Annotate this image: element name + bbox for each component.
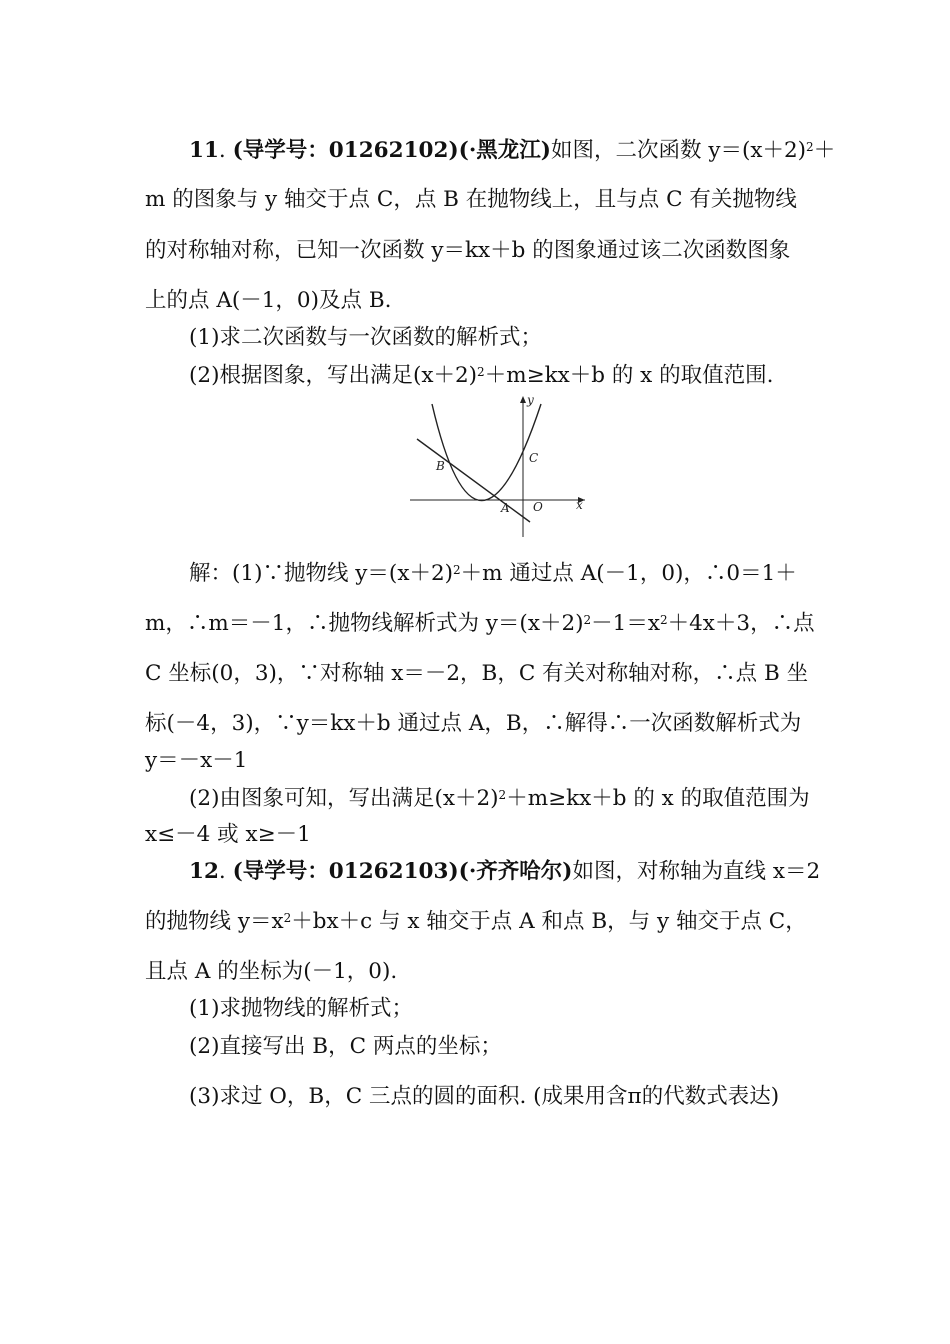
point-c-label: C bbox=[529, 451, 539, 465]
q11-line-3: 的对称轴对称，已知一次函数 y＝kx＋b 的图象通过该二次函数图象 bbox=[145, 238, 791, 263]
q12-line-1: 12. (导学号：01262103)(·齐齐哈尔)如图，对称轴为直线 x＝2 bbox=[189, 859, 821, 884]
q11-tag: (导学号：01262102) bbox=[232, 138, 459, 163]
q11-line-1: 11. (导学号：01262102)(·黑龙江)如图，二次函数 $y=(x+2)^2+$ bbox=[189, 138, 836, 163]
linear-function-line bbox=[417, 439, 530, 522]
solution-line-5: y＝－x－1 bbox=[145, 748, 248, 773]
solution-line-2: m，∴m＝－1，∴抛物线解析式为 $y=(x+2)^2-1=x^2+4x+3$，∴点 bbox=[145, 611, 815, 636]
q11-number: 11 bbox=[189, 138, 219, 163]
solution-part-2-line-2: x≤－4 或 x≥－1 bbox=[145, 822, 311, 847]
solution-line-3: C 坐标(0，3)，∵对称轴 x＝－2，B，C 有关对称轴对称，∴点 B 坐 bbox=[145, 661, 809, 686]
x-axis-label: x bbox=[576, 498, 583, 512]
q12-line-3: 且点 A 的坐标为(－1，0). bbox=[145, 959, 398, 984]
solution-line-4: 标(－4，3)，∵y＝kx＋b 通过点 A，B，∴解得∴一次函数解析式为 bbox=[145, 711, 802, 736]
q12-source: (·齐齐哈尔) bbox=[458, 859, 573, 884]
q11-line-4: 上的点 A(－1，0)及点 B. bbox=[145, 288, 392, 313]
q11-part-2: (2)根据图象，写出满足$(x+2)^2+m\ge kx+b$ 的 x 的取值范围. bbox=[189, 363, 774, 388]
solution-line-1: 解：(1)∵抛物线 $y=(x+2)^2+m$ 通过点 A(－1，0)，∴0＝1＋ bbox=[189, 561, 797, 586]
y-axis-arrow bbox=[520, 396, 526, 403]
origin-label: O bbox=[533, 500, 543, 514]
q11-source: (·黑龙江) bbox=[458, 138, 551, 163]
q12-line-2: 的抛物线 $y=x^2+bx+c$ 与 x 轴交于点 A 和点 B，与 y 轴交于点 C， bbox=[145, 909, 807, 934]
q11-line-2: m 的图象与 y 轴交于点 C，点 B 在抛物线上，且与点 C 有关抛物线 bbox=[145, 187, 797, 212]
parabola-curve bbox=[432, 404, 541, 501]
q12-tag: (导学号：01262103) bbox=[232, 859, 459, 884]
q12-part-3: (3)求过 O，B，C 三点的圆的面积. (成果用含π的代数式表达) bbox=[189, 1084, 780, 1109]
q11-part-1: (1)求二次函数与一次函数的解析式； bbox=[189, 325, 542, 350]
q12-number: 12 bbox=[189, 859, 219, 884]
solution-part-2-line-1: (2)由图象可知，写出满足$(x+2)^2+m\ge kx+b$ 的 x 的取值范围为 bbox=[189, 786, 810, 811]
point-b-label: B bbox=[436, 459, 445, 473]
y-axis-label: y bbox=[527, 393, 534, 407]
q12-part-2: (2)直接写出 B，C 两点的坐标； bbox=[189, 1034, 502, 1059]
q12-part-1: (1)求抛物线的解析式； bbox=[189, 996, 413, 1021]
point-a-label: A bbox=[501, 501, 510, 515]
parabola-line-figure bbox=[405, 392, 590, 542]
